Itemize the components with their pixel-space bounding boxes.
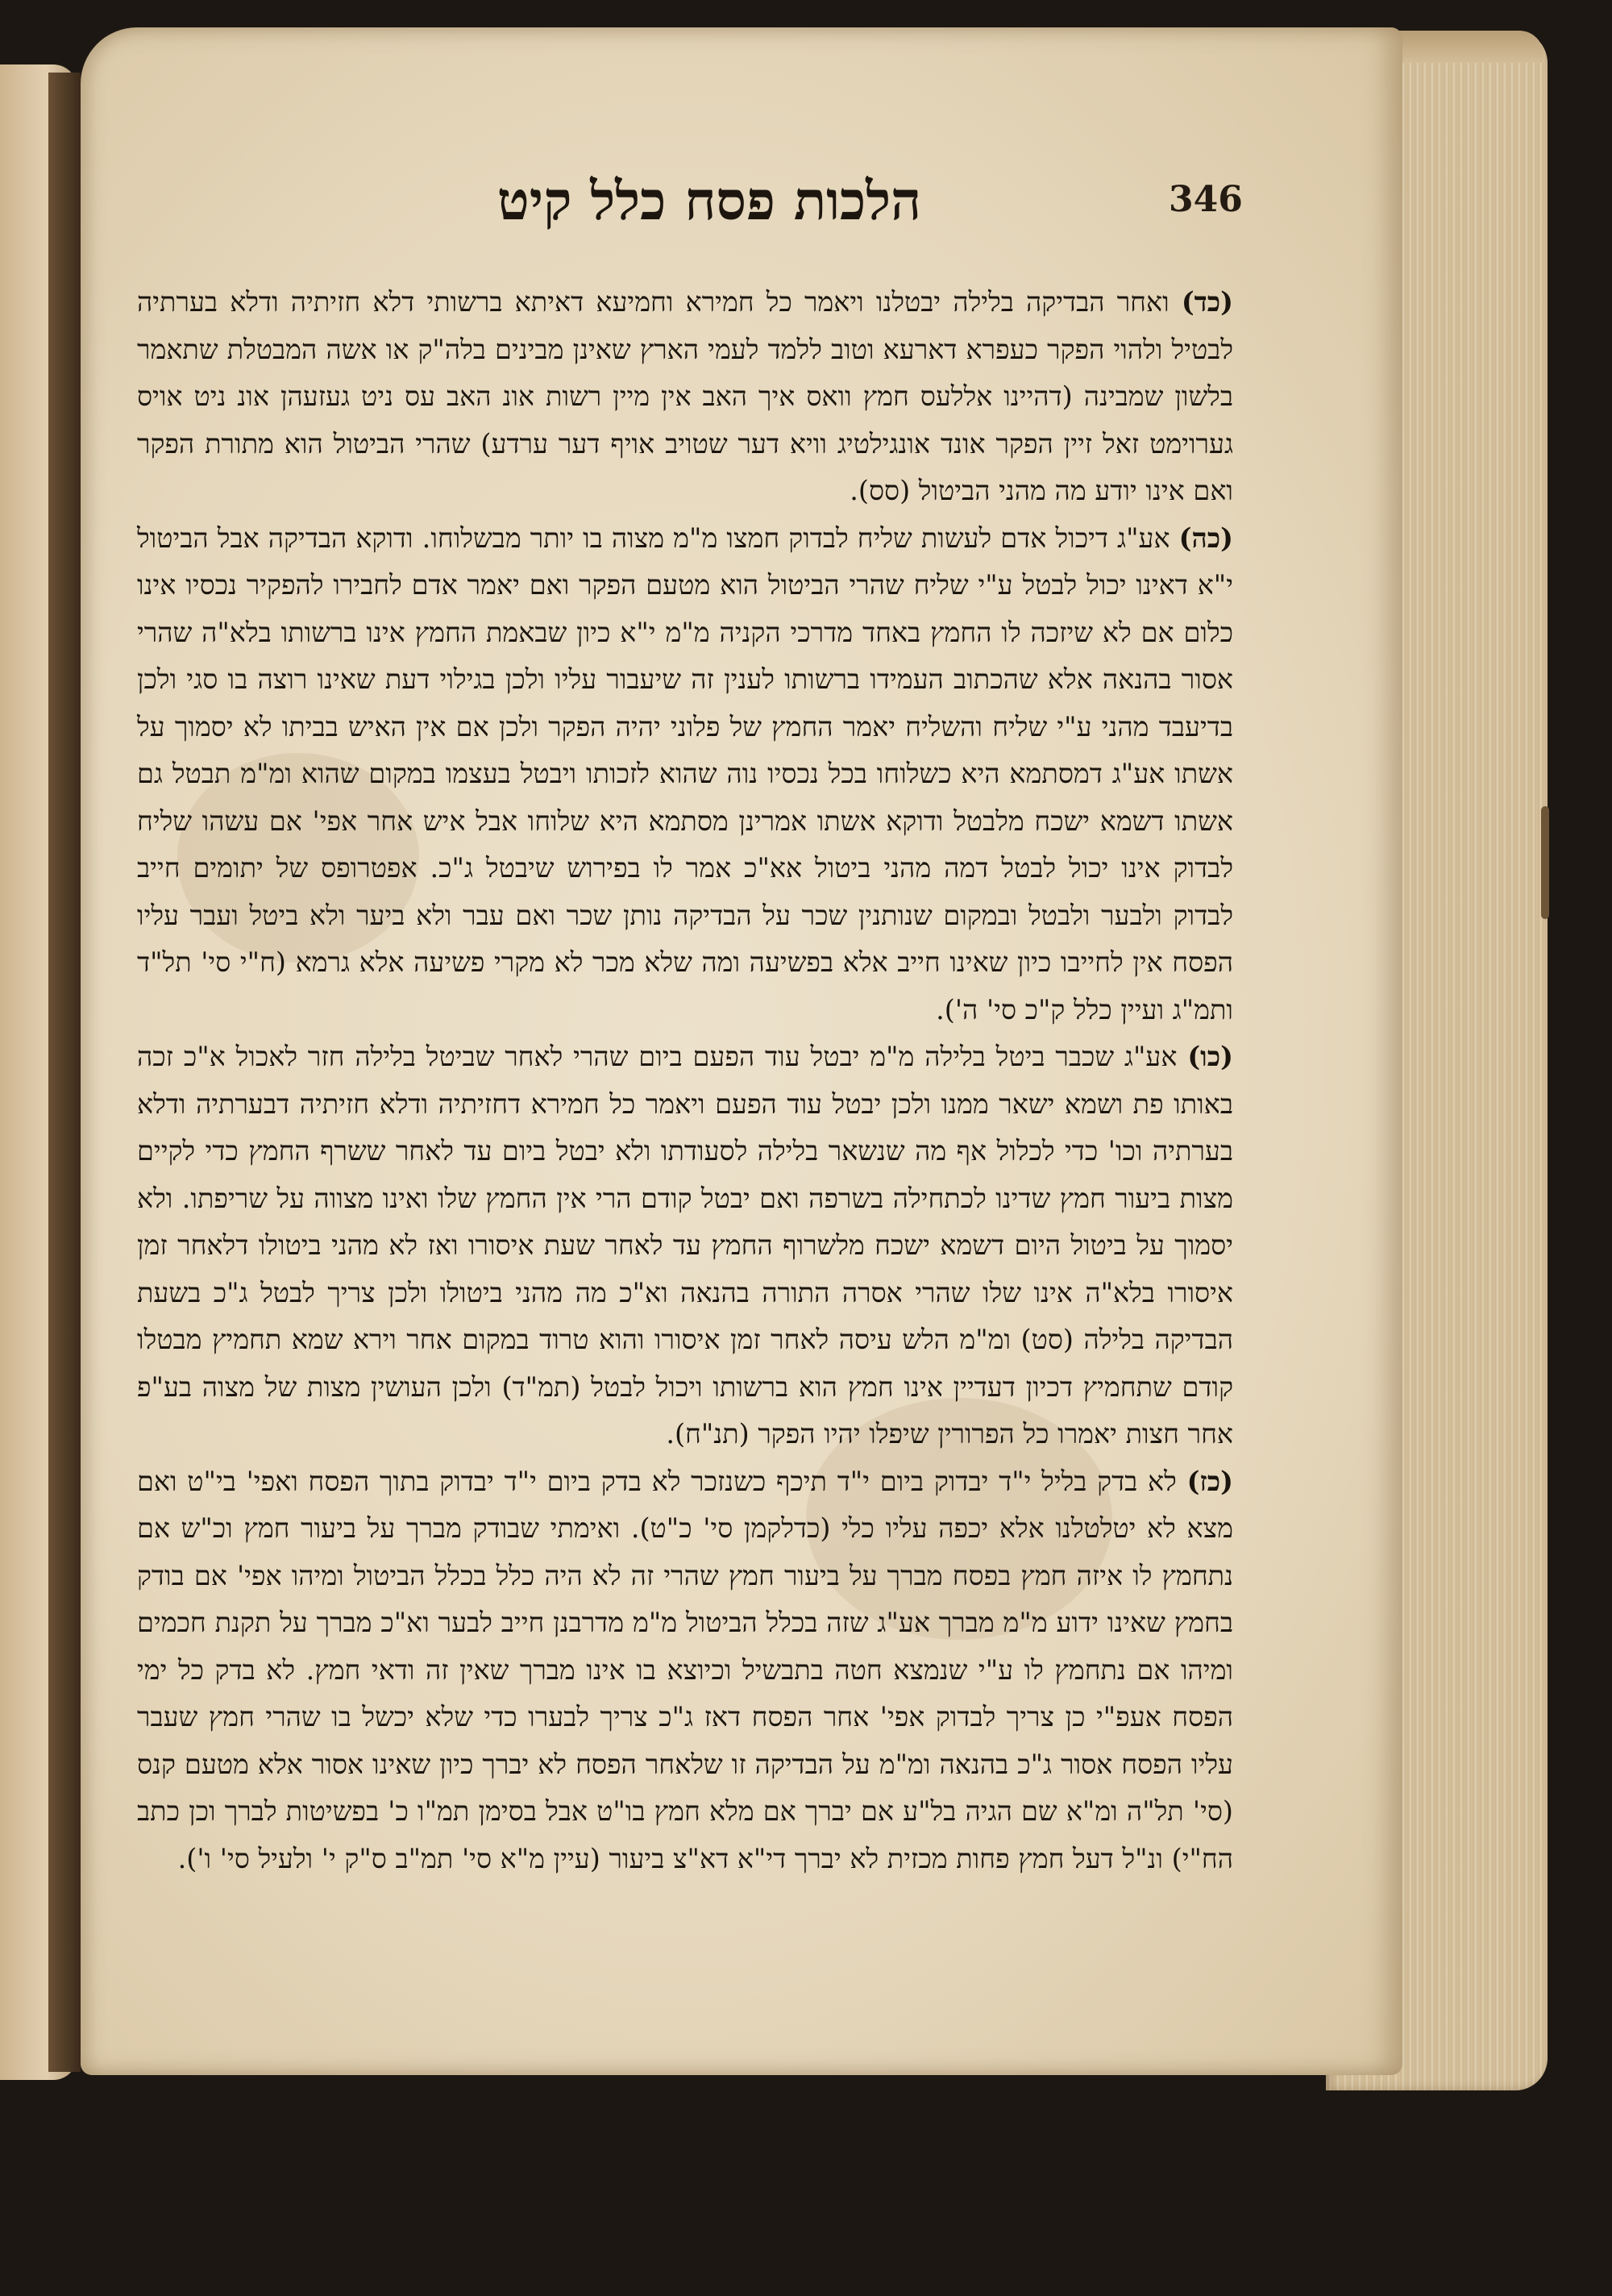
main-text [137,279,1233,1882]
paragraph-27 [137,1458,1233,1883]
paragraph-number: (כד) [1181,286,1233,318]
paragraph-text: לא בדק בליל י"ד יבדוק ביום י"ד תיכף כשנזכר לא בדק ביום י"ד יבדוק בתוך הפסח ואפי' בי"ט ואם מצא לא יטלטלנו אלא יכפה עליו כלי (כדלקמן סי' כ"ט). ואימתי שבודק מברך על ביעור חמץ וכ"ש אם נתחמץ לו איזה חמץ בפסח מברך על ביעור חמץ שהרי זה לא היה כלל בכלל הביטול ומיהו אפי' אם בודק בחמץ שאינו ידוע מ"מ מברך אע"ג שזה בכלל הביטול מ"מ מדרבנן חייב לבער וא"כ מברך על תקנת חכמים ומיהו אם נתחמץ לו ע"י שנמצא חטה בתבשיל וכיוצא בו אינו מברך שאין זה ודאי חמץ. לא בדק כל ימי הפסח אעפ"י כן צריך לבדוק אפי' אחר הפסח דאז ג"כ צריך לבערו כדי שלא יכשל בו שהרי חמץ שעבר עליו הפסח אסור ג"כ בהנאה ומ"מ על הבדיקה זו שלאחר הפסח לא יברך כיון שאינו אסור אלא מטעם קנס (סי' תל"ה ומ"א שם הגיה בל"ע אם יברך אם מלא חמץ בו"ט אבל בסימן תמ"ו כ' בפשיטות לברך וכן כתב הח"י) ונ"ל דעל חמץ פחות מכזית לא יברך די"א דא"צ ביעור (עיין מ"א סי' תמ"ב ס"ק י' ולעיל סי' ו'). [137,1465,1233,1874]
paragraph-26 [137,1034,1233,1458]
paragraph-text: ואחר הבדיקה בלילה יבטלנו ויאמר כל חמירא וחמיעא דאיתא ברשותי דלא חזיתיה ודלא בערתיה לבטיל ולהוי הפקר כעפרא דארעא וטוב ללמד לעמי הארץ שאינן מבינים בלה"ק או אשה המבטלת שתאמר בלשון שמבינה (דהיינו אללעס חמץ וואס איך האב אין מיין רשות אונ האב עס ניט געזעהן אונ ניט אויס גערוימט זאל זיין הפקר אונד אונגילטיג וויא דער שטויב אויף דער ערדע) שהרי הביטול הוא מתורת הפקר ואם אינו יודע מה מהני הביטול (סס). [137,286,1233,506]
book-binding [48,73,81,2072]
running-title: הלכות פסח כלל קיט [496,169,922,232]
paragraph-25 [137,515,1233,1034]
page-number: 346 [1169,179,1243,220]
paragraph-text: אע"ג שכבר ביטל בלילה מ"מ יבטל עוד הפעם ביום שהרי לאחר שביטל בלילה חזר לאכול א"כ זכה באותו פת ושמא ישאר ממנו ולכן יבטל עוד הפעם ויאמר כל חמירא דחזיתיה ודלא חזיתיה דבערתיה ודלא בערתיה וכו' כדי לכלול אף מה שנשאר בלילה לסעודתו ולא יבטל ביום עד לאחר ששרף החמץ כדי לקיים מצות ביעור חמץ שדינו לכתחילה בשרפה ואם יבטל קודם הרי אין החמץ שלו ואינו מצווה על שריפתו. ולא יסמוך על ביטול היום דשמא ישכח מלשרוף החמץ עד לאחר שעת איסורו ואז לא מהני ביטולו דלאחר זמן איסורו בלא"ה אינו שלו שהרי אסרה התורה בהנאה וא"כ מה מהני ביטולו ולכן צריך לבטל ג"כ בשעת הבדיקה בלילה (סט) ומ"מ הלש עיסה לאחר זמן איסורו והוא טרוד במקום אחר וירא שמא תחמיץ מבטלו קודם שתחמיץ דכיון דעדיין אינו חמץ הוא ברשותו ויכול לבטל (תמ"ד) ולכן העושין מצות של מצוה בע"פ אחר חצות יאמרו כל הפרורין שיפלו יהיו הפקר (תנ"ח). [137,1041,1233,1450]
paragraph-number: (כו) [1187,1041,1233,1072]
paragraph-number: (כה) [1178,522,1233,554]
paragraph-number: (כז) [1186,1465,1233,1497]
paragraph-24 [137,279,1233,515]
binding-mark [1541,806,1549,919]
paragraph-text: אע"ג דיכול אדם לעשות שליח לבדוק חמצו מ"מ מצוה בו יותר מבשלוחו. ודוקא הבדיקה אבל הביטול י"א דאינו יכול לבטל ע"י שליח שהרי הביטול הוא מטעם הפקר ואם יאמר אדם לחבירו להפקיר נכסיו אינו כלום אם לא שיזכה לו החמץ באחד מדרכי הקניה מ"מ י"א כיון שבאמת החמץ אינו ברשותו בלא"ה שהרי אסור בהנאה אלא שהכתוב העמידו ברשותו לענין זה שיעבור עליו ולכן בגילוי דעת שאינו רוצה בו סגי ולכן בדיעבד מהני ע"י שליח והשליח יאמר החמץ של פלוני יהיה הפקר ולכן אם אין האיש בביתו לא יסמוך על אשתו אע"ג דמסתמא היא כשלוחו בכל נכסיו נוה שהוא לזכותו ויבטל בעצמו במקום שהוא ומ"מ תבטל גם אשתו דשמא ישכח מלבטל ודוקא אשתו אמרינן מסתמא היא שלוחו אבל איש אחר אפי' אם עשהו שליח לבדוק אינו יכול לבטל דמה מהני ביטול אא"כ אמר לו בפירוש שיבטל ג"כ. אפטרופס של יתומים חייב לבדוק ולבער ולבטל ובמקום שנותנין שכר על הבדיקה נותן שכר ואם עבר ולא ביער ולא ביטל ועבר עליו הפסח אין לחייבו כיון שאינו חייב אלא בפשיעה ומה שלא מכר לא מקרי פשיעה אלא גרמא (ח"י סי' תל"ד ותמ"ג ועיין כלל ק"כ סי' ה'). [137,522,1233,1025]
page-header [121,169,1241,258]
